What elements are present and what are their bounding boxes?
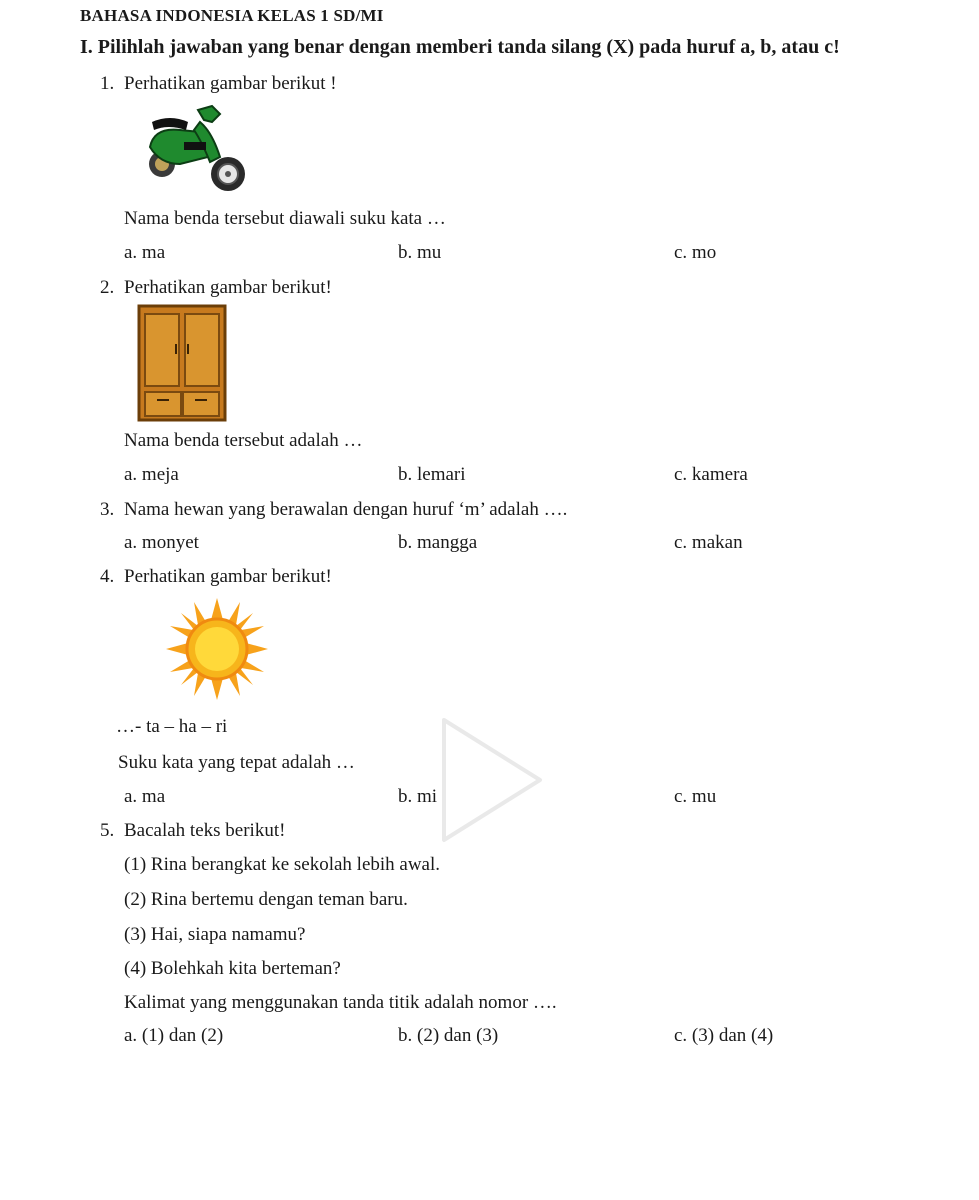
question-5-option-a[interactable]: a. (1) dan (2): [124, 1025, 224, 1046]
question-3-number: 3.: [100, 499, 115, 520]
question-4-option-a[interactable]: a. ma: [124, 786, 166, 807]
question-2-option-a[interactable]: a. meja: [124, 464, 179, 485]
question-2-number: 2.: [100, 277, 115, 298]
question-3-option-c[interactable]: c. makan: [674, 532, 743, 553]
question-5-option-b[interactable]: b. (2) dan (3): [398, 1025, 499, 1046]
question-2-option-c[interactable]: c. kamera: [674, 464, 748, 485]
question-5-number: 5.: [100, 820, 115, 841]
question-2-option-b[interactable]: b. lemari: [398, 464, 466, 485]
question-4-option-b[interactable]: b. mi: [398, 786, 438, 807]
question-5-sentence-3: (3) Hai, siapa namamu?: [124, 924, 306, 945]
question-4-syllables: …- ta – ha – ri: [116, 716, 228, 737]
question-1-option-a[interactable]: a. ma: [124, 242, 166, 263]
question-4-option-c[interactable]: c. mu: [674, 786, 717, 807]
question-4-text: Suku kata yang tepat adalah …: [118, 752, 355, 773]
play-icon[interactable]: [430, 710, 550, 850]
page-header: BAHASA INDONESIA KELAS 1 SD/MI: [80, 6, 384, 25]
question-5-sentence-2: (2) Rina bertemu dengan teman baru.: [124, 889, 408, 910]
question-3-option-b[interactable]: b. mangga: [398, 532, 478, 553]
question-1-text: Nama benda tersebut diawali suku kata …: [124, 208, 446, 229]
question-1-number: 1.: [100, 73, 115, 94]
question-3-option-a[interactable]: a. monyet: [124, 532, 199, 553]
question-5-option-c[interactable]: c. (3) dan (4): [674, 1025, 774, 1046]
motorcycle-illustration: [140, 102, 250, 197]
question-5-sentence-1: (1) Rina berangkat ke sekolah lebih awal.: [124, 854, 441, 875]
question-2-text: Nama benda tersebut adalah …: [124, 430, 363, 451]
question-5-prompt: Bacalah teks berikut!: [124, 820, 286, 841]
question-4-number: 4.: [100, 566, 115, 587]
question-3-prompt: Nama hewan yang berawalan dengan huruf ‘m’ adalah ….: [124, 499, 568, 520]
question-4-prompt: Perhatikan gambar berikut!: [124, 566, 332, 587]
question-1-prompt: Perhatikan gambar berikut !: [124, 73, 337, 94]
wardrobe-illustration: [137, 304, 227, 422]
question-5-sentence-4: (4) Bolehkah kita berteman?: [124, 958, 341, 979]
question-2-prompt: Perhatikan gambar berikut!: [124, 277, 332, 298]
question-1-option-c[interactable]: c. mo: [674, 242, 717, 263]
question-5-text: Kalimat yang menggunakan tanda titik adalah nomor ….: [124, 992, 557, 1013]
instruction: I. Pilihlah jawaban yang benar dengan memberi tanda silang (X) pada huruf a, b, atau c!: [80, 36, 840, 58]
question-1-option-b[interactable]: b. mu: [398, 242, 442, 263]
sun-illustration: [164, 596, 270, 702]
